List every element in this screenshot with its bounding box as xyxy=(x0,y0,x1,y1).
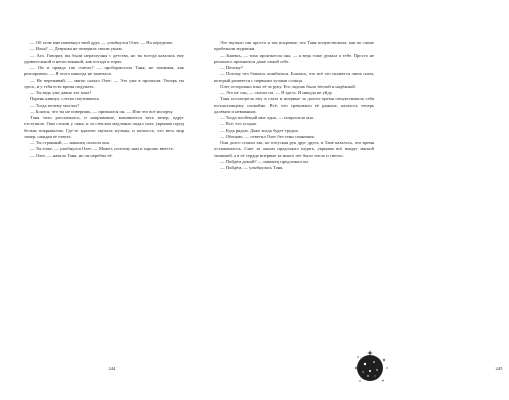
paragraph: — Тогда почему молчал? xyxy=(30,102,80,108)
paragraph: — Ты странный, — наконец сказала она. xyxy=(30,140,110,145)
paragraph: — Это не сон, — сказал он. — Я здесь. И никуда не уйду. xyxy=(220,90,333,95)
right-page-text xyxy=(214,40,374,171)
paragraph: — Знаешь, — тихо произнесла она, — я ведь тоже думала о тебе. Просто не решалась признаться даже самой себе. xyxy=(214,52,374,64)
paragraph: Олег осторожно взял её за руку. Его ладонь была тёплой и надёжной. xyxy=(220,83,356,89)
paragraph: — Об этом мне намекнул твой друг, — улыбнулся Олег. — На переделке. xyxy=(30,40,174,45)
paragraph: — Илья? — Девушка не поверила своим ушам. xyxy=(30,46,123,52)
paragraph: — Ты тоже, — улыбнулся Олег. — Может, поэтому нам и хорошо вместе. xyxy=(30,146,174,152)
paragraph: — Он и правда так считал? — пробормотала Таня, не понимая, как реагировать. — Я этого никогда не замечала. xyxy=(24,65,184,77)
paragraph: — Пойдём домой? — наконец предложил он. xyxy=(220,158,309,164)
paragraph: — Не переживай, — мягко сказал Олег. — Это уже в прошлом. Теперь ты здесь, и у тебя есть время подумать. xyxy=(24,77,184,89)
paragraph: Таня тихо рассмеялась, и напряжение, копившееся весь вечер, вдруг отступило. Они стояли у окна, и за стеклом медленно падал снег, укрывая город белым покрывалом. Где-то вдалеке звучала музыка, и казалось, что весь мир замер, ожидая её ответа. xyxy=(24,115,184,139)
left-page-text xyxy=(24,40,184,159)
paragraph: Они долго стояли так, не отпуская рук друг друга, и Тане казалось, что время остановилось. Снег за окном продолжал падать, укрывая всё вокруг мягкой тишиной, а в её сердце впервые за много лет было тепло и светло. xyxy=(214,140,374,158)
paragraph: — Будь рядом. Даже когда будет трудно. xyxy=(220,127,300,133)
page-number-right: 245 xyxy=(495,366,503,371)
page-number-left: 244 xyxy=(108,366,116,371)
paragraph: — Боялся, что ты не поверишь, — признался он. — Или что всё испорчу. xyxy=(30,108,174,114)
paragraph: — Обещаю, — ответил Олег без тени сомнения. xyxy=(220,133,315,139)
paragraph: — Олег, — начала Таня, но он перебил её. xyxy=(30,152,113,158)
paragraph: — Тогда пообещай мне одно, — попросила она. xyxy=(220,115,314,120)
paragraph: — Всё, что угодно. xyxy=(220,121,258,127)
left-page xyxy=(0,0,200,400)
paragraph: — Пойдём, — улыбнулась Таня. xyxy=(220,165,284,170)
starry-moon-ornament-icon xyxy=(350,348,390,388)
paragraph: — Ага. Говорит, вы были неразлучны с детства, но ты всегда казалась ему удивительной и непостоянной, как погода в горах. xyxy=(24,52,184,64)
paragraph: — Потому что боялась ошибиться. Боялась, что всё это окажется лишь сном, который развеется с первыми лучами солнца. xyxy=(214,71,374,83)
paragraph: — Почему? xyxy=(220,65,243,70)
paragraph: Это звучало так просто и так искренне, что Таня почувствовала, как по спине пробежали мурашки. xyxy=(214,40,374,52)
paragraph: Таня посмотрела ему в глаза и впервые за долгое время почувствовала себя по-настоящему спокойно. Всё, что тревожило её раньше, казалось теперь далёким и неважным. xyxy=(214,96,374,114)
paragraph: Парень кивнул, слегка смутившись. xyxy=(30,96,101,102)
paragraph: — Ты ведь уже давно это знал? xyxy=(30,90,92,95)
